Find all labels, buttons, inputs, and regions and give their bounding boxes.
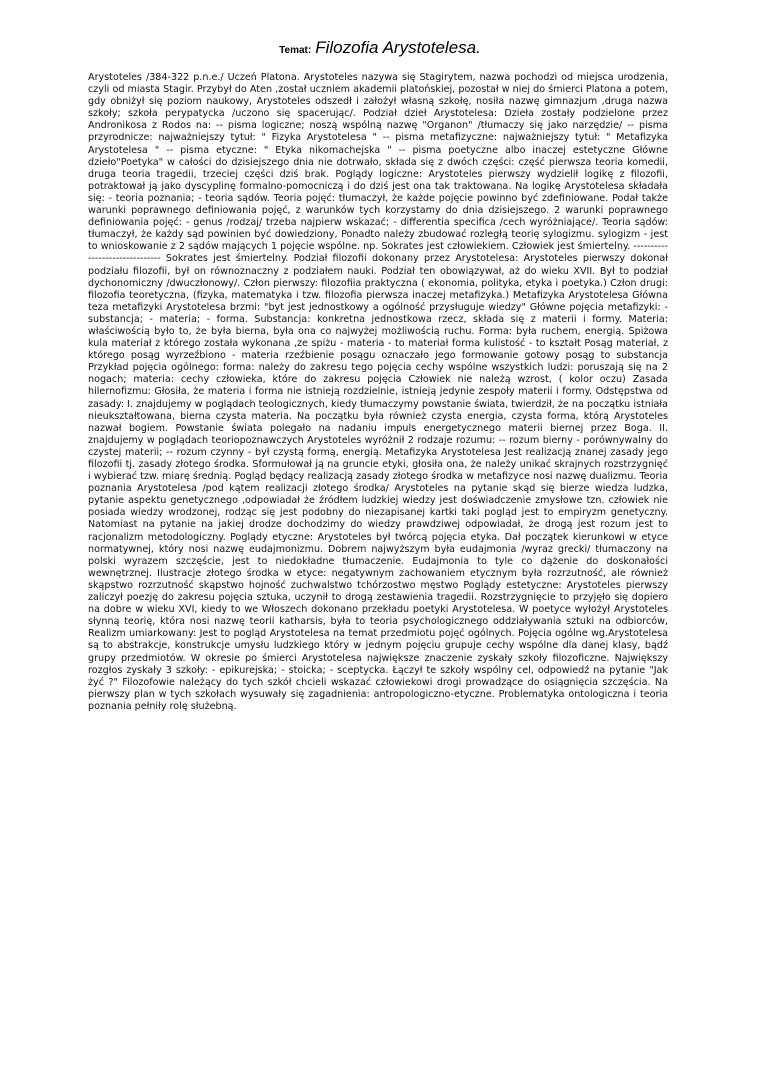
body-paragraph: Arystoteles /384-322 p.n.e./ Uczeń Platona. Arystoteles nazywa się Stagirytem, nazwa pochodzi od miejsca urodzenia, czyli od miasta Stagir. Przybył do Aten ,został uczniem akademii platońskiej, pozostał w niej do śmierci Platona a potem, gdy obniżył się poziom naukowy, Arystoteles odszedł i założył własną szkołę, nosiła nazwę gimnazjum ,druga nazwa szkoły; szkoła perypatycka /uczono się spacerując/. Podział dzieł Arystotelesa: Dzieła zostały podzielone przez Andronikosa z Rodos na: -- pisma logiczne; noszą wspólną nazwę "Organon" /tłumaczy się jako narzędzie/ -- pisma przyrodnicze: najważniejszy tytuł: " Fizyka Arystotelesa " -- pisma metafizyczne: najważniejszy tytuł: " Metafizyka Arystotelesa " -- pisma etyczne: " Etyka nikomachejska " -- pisma poetyczne albo inaczej estetyczne Główne dzieło"Poetyka" w całości do dzisiejszego dnia nie dotrwało, składa się z dwóch części: część pierwsza teoria komedii, druga teoria tragedii, trzeciej części dziś brak. Poglądy logiczne: Arystoteles pierwszy wydzielił logikę z filozofii, potraktował ją jako dyscyplinę formalno-pomocniczą i do dziś jest ona tak traktowana. Na logikę Arystotelesa składała się: - teoria poznania; - teoria sądów. Teoria pojęć: tłumaczył, że każde pojęcie powinno być zdefiniowane. Podał także warunki poprawnego definiowania pojęć, z warunków tych korzystamy do dnia dzisiejszego. 2 warunki poprawnego definiowania pojęć: - genus /rodzaj/ trzeba najpierw wskazać; - differentia specifica /cech wyróżniające/. Teoria sądów: tłumaczył, że każdy sąd powinien być dowiedziony, Ponadto należy zbudować rozległą teorię sylogizmu. sylogizm - jest to wnioskowanie z 2 sądów mających 1 pojęcie wspólne. np. Sokrates jest człowiekiem. Człowiek jest śmiertelny. ------------------------------- Sokrates jest śmiertelny. Podział filozofii dokonany przez Arystotelesa: Arystoteles pierwszy dokonał podziału filozofii, był on równoznaczny z podziałem nauki. Podział ten obowiązywał, aż do wieku XVII. Był to podział dychonomiczny /dwuczłonowy/. Człon pierwszy: filozofiia praktyczna ( ekonomia, polityka, etyka i poetyka.) Człon drugi: filozofia teoretyczna, (fizyka, matematyka i tzw. filozofia pierwsza inaczej metafizyka.) Metafizyka Arystotelesa Główna teza metafizyki Arystotelesa brzmi: "byt jest jednostkowy a ogólność przysługuje wiedzy" Główne pojęcia metafizyki: - substancja; - materia; - forma. Substancja: konkretna jednostkowa rzecz, składa się z materii i formy. Materia: właściwością było to, że była bierna, była ona co najwyżej możliwością ruchu. Forma: była ruchem, energią. Spiżowa kula materiał z którego została wykonana ,ze spiżu - materia - to materiał forma kulistość - to kształt Posąg materiał, z którego posąg wyrzeźbiono - materia rzeźbienie posągu oznaczało jego formowanie gotowy posąg to substancja Przykład pojęcia ogólnego: forma: należy do zakresu tego pojęcia cechy wspólne wszystkich ludzi: poruszają się na 2 nogach; materia: cechy człowieka, które do zakresu pojęcia Człowiek nie należą wzrost, ( kolor oczu) Zasada hilernofizmu: Głosiła, że materia i forma nie istnieją rozdzielnie, istnieją jedynie zespoły materii i formy. Odstępstwa od zasady: I. znajdujemy w poglądach teologicznych, kiedy tłumaczymy powstanie świata, twierdził, że na początku istniała nieukształtowana, bierna czysta materia. Na początku była również czysta energia, czysta forma, którą Arystoteles nazwał bogiem. Powstanie świata polegało na nadaniu impuls energetycznego materii biernej przez Boga. II. znajdujemy w poglądach teoriopoznawczych Arystoteles wyróżnił 2 rodzaje rozumu: -- rozum bierny - porównywalny do czystej materii; -- rozum czynny - był czystą formą, energią. Metafizyka Arystotelesa Jest realizacją znanej zasady jego filozofii tj. zasady złotego środka. Sformułował ją na gruncie etyki, głosiła ona, że należy unikać skrajnych rozstrzygnięć i wybierać tzw. miarę średnią. Pogląd będący realizacją zasady złotego środka w metafizyce nosi nazwę dualizmu. Teoria poznania Arystotelesa /pod kątem realizacji złotego środka/ Arystoteles na pytanie skąd się bierze wiedza ludzka, pytanie aspektu genetycznego ,odpowiadał że źródłem ludzkiej wiedzy jest doświadczenie zmysłowe tzn. człowiek nie posiada wiedzy wrodzonej, rodząc się jest podobny do niezapisanej kartki taki pogląd jest to empiryzm genetyczny. Natomiast na pytanie na jakiej drodze dochodzimy do wiedzy prawdziwej odpowiadał, że drogą jest rozum jest to racjonalizm metodologiczny. Poglądy etyczne: Arystoteles był twórcą pojęcia etyka. Dał początek kierunkowi w etyce normatywnej, który nosi nazwę eudajmonizmu. Dobrem najwyższym była eudajmonia /wyraz grecki/ tłumaczony na polski wyrazem szczęście, jest to niedokładne tłumaczenie. Eudajmonia to tyle co dążenie do doskonałości wewnętrznej. Ilustracje złotego środka w etyce: negatywnym zachowaniem etycznym była rozrzutność, ale również skąpstwo rozrzutność skąpstwo hojność zuchwalstwo tchórzostwo męstwo Poglądy estetyczne: Arystoteles pierwszy zaliczył poezję do zakresu pojęcia sztuka, uczynił to drogą zestawienia tragedii. Rozstrzygnięcie to przyjęło się dopiero na dobre w wieku XVI, kiedy to we Włoszech dokonano przekładu poetyki Arystotelesa. W poetyce wyłożył Arystoteles słynną teorię, która nosi nazwę teorii katharsis, była to teoria psychologicznego oddziaływania sztuki na odbiorców, Realizm umiarkowany: Jest to pogląd Arystotelesa na temat przedmiotu pojęć ogólnych. Pojęcia ogólne wg.Arystotelesa są to abstrakcje, konstrukcje umysłu ludzkiego który w jednym pojęciu grupuje cechy wspólne dla danej klasy, bądź grupy przedmiotów. W okresie po śmierci Arystotelesa największe znaczenie zyskały szkoły filozoficzne. Największy rozgłos zyskały 3 szkoły: - epikurejska; - stoicka; - sceptycka. Łączył te szkoły wspólny cel, odpowiedź na pytanie "Jak żyć ?" Filozofowie należący do tych szkół chcieli wskazać człowiekowi drogi prowadzące do osiągnięcia szczęścia. Na pierwszy plan w tych szkołach wysuwały się zagadnienia: antropologiczno-etyczne. Problematyka ontologiczna i teoria poznania pełniły rolę służebną.	[88, 72, 668, 712]
title-label: Temat:	[279, 45, 312, 56]
document-title	[0, 38, 760, 58]
title-text: Filozofia Arystotelesa.	[315, 38, 481, 57]
